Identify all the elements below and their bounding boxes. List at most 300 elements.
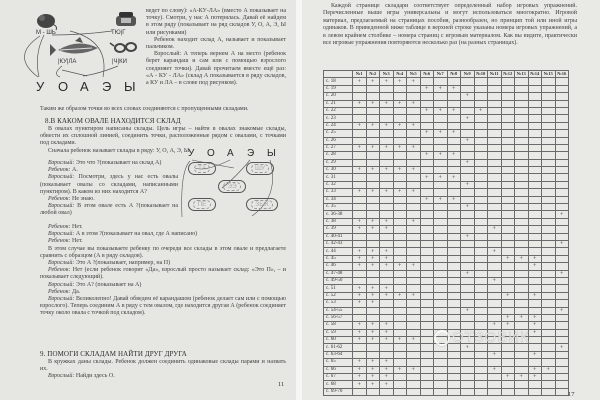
table-cell bbox=[420, 270, 434, 277]
dialog-line: Взрослый: В этом овале есть А ?(показывает на любой овал) bbox=[40, 203, 179, 217]
table-cell bbox=[393, 226, 407, 233]
right-page bbox=[302, 0, 600, 400]
table-cell bbox=[474, 263, 488, 270]
table-cell bbox=[393, 329, 407, 336]
table-cell bbox=[501, 78, 515, 85]
row-page-label: с. 51 bbox=[324, 285, 353, 292]
table-cell bbox=[528, 337, 542, 344]
table-cell bbox=[515, 78, 529, 85]
table-cell: + bbox=[407, 263, 421, 270]
table-cell bbox=[434, 300, 448, 307]
table-cell bbox=[501, 388, 515, 395]
table-cell bbox=[393, 240, 407, 247]
table-row bbox=[324, 167, 569, 174]
table-cell bbox=[542, 359, 556, 366]
table-cell bbox=[515, 329, 529, 336]
table-cell bbox=[555, 381, 569, 388]
table-cell bbox=[501, 218, 515, 225]
table-cell: + bbox=[393, 100, 407, 107]
table-cell bbox=[380, 233, 394, 240]
table-cell bbox=[420, 344, 434, 351]
table-cell bbox=[474, 130, 488, 137]
column-header: №9 bbox=[461, 71, 475, 78]
table-cell bbox=[488, 174, 502, 181]
table-cell bbox=[447, 167, 461, 174]
row-page-label: с. 63-64 bbox=[324, 351, 353, 358]
table-cell bbox=[515, 322, 529, 329]
paragraph: Сначала ребенок называет склады в ряду: У, О, А, Э, Ы. bbox=[48, 147, 191, 154]
table-cell bbox=[474, 240, 488, 247]
table-cell bbox=[474, 226, 488, 233]
table-cell bbox=[461, 292, 475, 299]
table-cell: + bbox=[353, 285, 367, 292]
dialog-line: Взрослый: Это А ?(показывает, например, на П) bbox=[48, 260, 171, 267]
table-cell bbox=[434, 137, 448, 144]
table-cell bbox=[528, 189, 542, 196]
table-cell bbox=[488, 329, 502, 336]
row-page-label: с. 68 bbox=[324, 381, 353, 388]
table-cell: + bbox=[488, 277, 502, 284]
table-cell: + bbox=[434, 152, 448, 159]
dialog-line: Ребенок: А. bbox=[48, 167, 78, 174]
row-page-label: с. 46 bbox=[324, 263, 353, 270]
row-page-label: с. 35 bbox=[324, 204, 353, 211]
table-cell bbox=[488, 359, 502, 366]
table-cell bbox=[380, 130, 394, 137]
table-cell bbox=[501, 144, 515, 151]
table-cell bbox=[488, 115, 502, 122]
column-header: №2 bbox=[366, 71, 380, 78]
table-cell bbox=[434, 189, 448, 196]
column-header: №10 bbox=[474, 71, 488, 78]
table-cell: + bbox=[380, 144, 394, 151]
table-cell bbox=[555, 144, 569, 151]
table-row bbox=[324, 204, 569, 211]
table-cell bbox=[434, 233, 448, 240]
table-cell bbox=[488, 300, 502, 307]
table-cell bbox=[434, 167, 448, 174]
table-cell bbox=[461, 218, 475, 225]
table-cell bbox=[393, 93, 407, 100]
vowel: А bbox=[227, 148, 234, 159]
table-row bbox=[324, 270, 569, 277]
table-cell bbox=[501, 359, 515, 366]
table-cell bbox=[501, 240, 515, 247]
table-cell bbox=[528, 211, 542, 218]
table-cell bbox=[515, 270, 529, 277]
table-cell bbox=[515, 152, 529, 159]
table-cell bbox=[542, 248, 556, 255]
table-row bbox=[324, 292, 569, 299]
table-row bbox=[324, 226, 569, 233]
table-cell bbox=[488, 137, 502, 144]
table-cell bbox=[474, 211, 488, 218]
table-cell bbox=[474, 196, 488, 203]
table-cell bbox=[501, 226, 515, 233]
dialog-line: Взрослый: Это А? (показывает на А) bbox=[48, 281, 142, 288]
table-cell bbox=[434, 181, 448, 188]
vowel: О bbox=[207, 148, 215, 159]
table-cell: + bbox=[434, 196, 448, 203]
watermark: ОТЗОВИК bbox=[452, 329, 530, 346]
table-row bbox=[324, 218, 569, 225]
table-cell bbox=[380, 181, 394, 188]
table-cell bbox=[380, 107, 394, 114]
table-cell bbox=[528, 181, 542, 188]
table-cell bbox=[461, 189, 475, 196]
row-page-label: с. 25 bbox=[324, 130, 353, 137]
table-cell bbox=[542, 263, 556, 270]
table-cell bbox=[515, 211, 529, 218]
table-cell: + bbox=[393, 337, 407, 344]
table-cell bbox=[474, 248, 488, 255]
table-cell bbox=[407, 115, 421, 122]
table-cell bbox=[366, 115, 380, 122]
table-cell: + bbox=[447, 130, 461, 137]
row-page-label: с. 30 bbox=[324, 167, 353, 174]
table-cell bbox=[555, 233, 569, 240]
table-cell bbox=[474, 344, 488, 351]
table-cell bbox=[366, 152, 380, 159]
table-cell bbox=[420, 263, 434, 270]
table-cell bbox=[515, 115, 529, 122]
table-cell bbox=[393, 218, 407, 225]
table-cell bbox=[542, 100, 556, 107]
table-cell: + bbox=[353, 300, 367, 307]
table-row bbox=[324, 300, 569, 307]
table-cell: + bbox=[420, 152, 434, 159]
table-cell bbox=[353, 388, 367, 395]
table-cell: + bbox=[461, 137, 475, 144]
table-cell bbox=[434, 381, 448, 388]
table-cell bbox=[407, 285, 421, 292]
table-row bbox=[324, 351, 569, 358]
table-cell bbox=[461, 211, 475, 218]
table-cell bbox=[434, 307, 448, 314]
table-cell: + bbox=[366, 329, 380, 336]
table-cell bbox=[501, 270, 515, 277]
table-cell: + bbox=[515, 255, 529, 262]
row-page-label: с. 28 bbox=[324, 152, 353, 159]
table-cell bbox=[488, 159, 502, 166]
table-cell bbox=[555, 277, 569, 284]
table-cell bbox=[501, 115, 515, 122]
table-cell: + bbox=[420, 130, 434, 137]
table-cell bbox=[515, 130, 529, 137]
table-cell bbox=[366, 307, 380, 314]
table-cell: + bbox=[366, 167, 380, 174]
table-cell bbox=[488, 144, 502, 151]
row-page-label: с. 66 bbox=[324, 366, 353, 373]
table-cell bbox=[555, 196, 569, 203]
table-cell bbox=[501, 381, 515, 388]
table-cell bbox=[420, 314, 434, 321]
table-cell bbox=[542, 351, 556, 358]
table-cell bbox=[380, 115, 394, 122]
table-cell bbox=[461, 100, 475, 107]
table-cell: + bbox=[393, 167, 407, 174]
vowel: У bbox=[188, 148, 195, 159]
table-row bbox=[324, 174, 569, 181]
table-cell bbox=[515, 189, 529, 196]
table-cell bbox=[528, 388, 542, 395]
table-cell bbox=[407, 137, 421, 144]
table-cell bbox=[447, 314, 461, 321]
table-cell bbox=[393, 130, 407, 137]
table-cell bbox=[447, 181, 461, 188]
table-cell bbox=[474, 292, 488, 299]
table-row bbox=[324, 159, 569, 166]
table-cell bbox=[501, 307, 515, 314]
table-cell bbox=[501, 263, 515, 270]
table-cell bbox=[515, 233, 529, 240]
row-page-label: с. 44 bbox=[324, 248, 353, 255]
table-cell bbox=[420, 351, 434, 358]
table-cell bbox=[461, 351, 475, 358]
table-cell bbox=[353, 107, 367, 114]
table-cell: + bbox=[420, 196, 434, 203]
table-cell bbox=[542, 322, 556, 329]
table-cell bbox=[447, 218, 461, 225]
syllable-oval: ЗЫК bbox=[246, 198, 278, 211]
table-cell bbox=[501, 107, 515, 114]
table-cell: + bbox=[488, 322, 502, 329]
table-cell bbox=[542, 277, 556, 284]
table-cell bbox=[528, 359, 542, 366]
row-page-label: с. 61-62 bbox=[324, 344, 353, 351]
table-cell bbox=[528, 152, 542, 159]
table-cell bbox=[366, 314, 380, 321]
table-row bbox=[324, 107, 569, 114]
table-cell bbox=[420, 100, 434, 107]
table-cell: + bbox=[366, 359, 380, 366]
table-cell bbox=[461, 144, 475, 151]
table-cell: + bbox=[461, 344, 475, 351]
table-cell bbox=[353, 270, 367, 277]
table-cell: + bbox=[366, 366, 380, 373]
table-cell bbox=[528, 218, 542, 225]
table-cell bbox=[474, 122, 488, 129]
table-cell: + bbox=[380, 218, 394, 225]
row-page-label: с. 59 bbox=[324, 329, 353, 336]
table-cell bbox=[447, 137, 461, 144]
row-page-label: с. 45 bbox=[324, 255, 353, 262]
table-cell bbox=[420, 388, 434, 395]
table-cell bbox=[501, 329, 515, 336]
table-cell bbox=[542, 285, 556, 292]
column-header: №6 bbox=[420, 71, 434, 78]
table-row bbox=[324, 329, 569, 336]
table-cell bbox=[393, 314, 407, 321]
table-cell bbox=[380, 159, 394, 166]
table-cell bbox=[407, 152, 421, 159]
table-cell bbox=[434, 285, 448, 292]
table-cell bbox=[542, 174, 556, 181]
table-cell: + bbox=[420, 85, 434, 92]
table-cell bbox=[447, 388, 461, 395]
table-cell bbox=[474, 152, 488, 159]
table-cell bbox=[380, 351, 394, 358]
table-cell bbox=[393, 107, 407, 114]
table-cell bbox=[488, 196, 502, 203]
table-cell: + bbox=[528, 314, 542, 321]
table-cell: + bbox=[353, 122, 367, 129]
table-cell: + bbox=[380, 100, 394, 107]
table-cell: + bbox=[353, 248, 367, 255]
table-cell bbox=[461, 359, 475, 366]
table-cell bbox=[447, 189, 461, 196]
table-row bbox=[324, 344, 569, 351]
table-cell bbox=[474, 351, 488, 358]
table-cell bbox=[393, 351, 407, 358]
table-cell: + bbox=[515, 314, 529, 321]
table-cell bbox=[407, 359, 421, 366]
table-cell: + bbox=[353, 374, 367, 381]
row-page-label: с. 24 bbox=[324, 122, 353, 129]
row-page-label: с. 31 bbox=[324, 174, 353, 181]
table-cell bbox=[407, 159, 421, 166]
table-cell bbox=[366, 233, 380, 240]
table-cell bbox=[555, 329, 569, 336]
table-cell bbox=[488, 204, 502, 211]
table-cell bbox=[542, 159, 556, 166]
table-cell bbox=[515, 159, 529, 166]
table-cell bbox=[393, 174, 407, 181]
table-cell bbox=[528, 144, 542, 151]
table-cell bbox=[353, 181, 367, 188]
table-cell bbox=[380, 152, 394, 159]
table-cell: + bbox=[555, 240, 569, 247]
table-cell bbox=[528, 85, 542, 92]
table-cell bbox=[501, 277, 515, 284]
table-cell bbox=[528, 248, 542, 255]
table-cell bbox=[380, 307, 394, 314]
table-cell: + bbox=[353, 167, 367, 174]
table-cell bbox=[542, 137, 556, 144]
table-cell: + bbox=[380, 337, 394, 344]
table-cell bbox=[474, 374, 488, 381]
table-cell: + bbox=[528, 374, 542, 381]
table-cell bbox=[420, 144, 434, 151]
paragraph: В овалах пунктиром написаны склады. Цель игры – найти в овалах знакомые склады, обвести их сплошной линией, соединить точки, расположенные рядом с овалами, с точками под складами. bbox=[40, 126, 286, 147]
table-cell: + bbox=[461, 270, 475, 277]
table-row bbox=[324, 196, 569, 203]
table-cell bbox=[528, 93, 542, 100]
table-cell bbox=[474, 137, 488, 144]
table-cell bbox=[353, 307, 367, 314]
table-cell bbox=[407, 204, 421, 211]
table-cell: + bbox=[434, 85, 448, 92]
table-cell: + bbox=[353, 100, 367, 107]
vowel: Ы bbox=[267, 148, 276, 159]
table-cell bbox=[515, 263, 529, 270]
table-row bbox=[324, 381, 569, 388]
table-cell bbox=[420, 240, 434, 247]
vowel: О bbox=[58, 79, 69, 94]
table-cell bbox=[366, 93, 380, 100]
row-page-label: с. 29 bbox=[324, 159, 353, 166]
table-cell bbox=[393, 115, 407, 122]
row-page-label: с. 33 bbox=[324, 189, 353, 196]
table-cell: + bbox=[407, 218, 421, 225]
table-cell bbox=[515, 300, 529, 307]
table-cell bbox=[528, 300, 542, 307]
table-cell bbox=[528, 270, 542, 277]
table-cell bbox=[501, 366, 515, 373]
table-cell bbox=[434, 359, 448, 366]
table-row bbox=[324, 255, 569, 262]
table-cell bbox=[461, 366, 475, 373]
table-cell bbox=[555, 78, 569, 85]
table-cell bbox=[515, 359, 529, 366]
table-cell: + bbox=[366, 218, 380, 225]
picture-label: |Ч|КИ bbox=[112, 59, 127, 65]
table-cell bbox=[420, 211, 434, 218]
table-cell bbox=[515, 248, 529, 255]
table-cell bbox=[461, 337, 475, 344]
table-cell bbox=[474, 189, 488, 196]
row-page-label: с. 47-48 bbox=[324, 270, 353, 277]
table-cell bbox=[515, 196, 529, 203]
table-cell bbox=[488, 211, 502, 218]
table-cell bbox=[474, 381, 488, 388]
table-cell: + bbox=[380, 226, 394, 233]
table-cell bbox=[461, 167, 475, 174]
row-page-label: с. 54-55 bbox=[324, 307, 353, 314]
table-cell bbox=[447, 204, 461, 211]
column-header: №8 bbox=[447, 71, 461, 78]
table-cell bbox=[542, 270, 556, 277]
table-cell bbox=[407, 381, 421, 388]
table-cell bbox=[515, 100, 529, 107]
table-cell: + bbox=[380, 381, 394, 388]
table-cell bbox=[380, 196, 394, 203]
table-cell: + bbox=[380, 329, 394, 336]
table-cell bbox=[461, 85, 475, 92]
table-cell bbox=[515, 351, 529, 358]
table-row bbox=[324, 152, 569, 159]
table-cell bbox=[393, 270, 407, 277]
table-cell bbox=[420, 167, 434, 174]
table-cell bbox=[474, 255, 488, 262]
table-cell bbox=[434, 122, 448, 129]
table-cell bbox=[542, 226, 556, 233]
section-9-text bbox=[40, 359, 286, 381]
table-cell bbox=[488, 93, 502, 100]
table-cell bbox=[542, 300, 556, 307]
table-cell bbox=[407, 314, 421, 321]
table-cell bbox=[515, 93, 529, 100]
table-cell: + bbox=[461, 181, 475, 188]
table-cell: + bbox=[501, 292, 515, 299]
table-row bbox=[324, 322, 569, 329]
table-cell bbox=[488, 85, 502, 92]
table-cell bbox=[555, 159, 569, 166]
table-cell bbox=[420, 292, 434, 299]
table-cell bbox=[515, 277, 529, 284]
table-row bbox=[324, 263, 569, 270]
table-cell bbox=[542, 255, 556, 262]
table-cell bbox=[515, 344, 529, 351]
table-cell bbox=[461, 381, 475, 388]
table-cell bbox=[515, 218, 529, 225]
table-cell bbox=[515, 366, 529, 373]
row-page-label: с. 23 bbox=[324, 115, 353, 122]
table-row bbox=[324, 277, 569, 284]
table-cell bbox=[434, 351, 448, 358]
table-cell bbox=[515, 292, 529, 299]
table-cell bbox=[353, 115, 367, 122]
